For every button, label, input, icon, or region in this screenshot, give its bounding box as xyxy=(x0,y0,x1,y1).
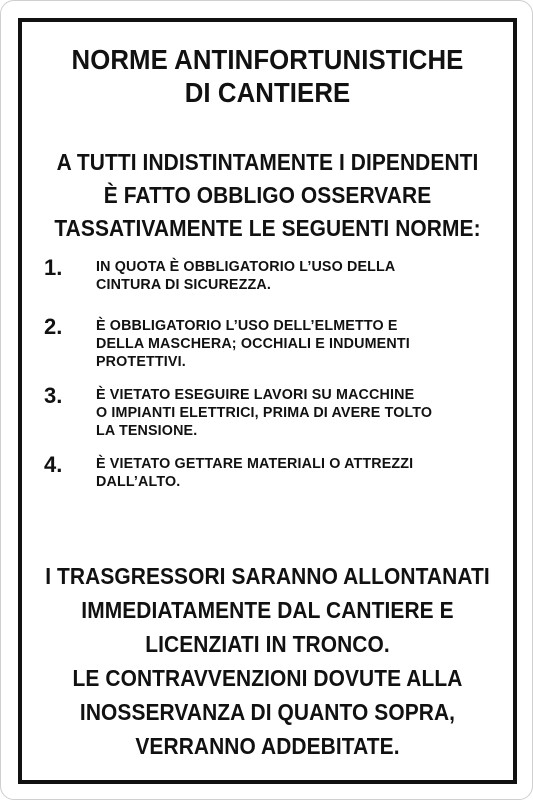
sign-frame xyxy=(18,18,517,784)
rule-item-2 xyxy=(44,314,493,371)
rule-number: 4. xyxy=(44,452,63,477)
sign-title: NORME ANTINFORTUNISTICHE DI CANTIERE xyxy=(71,44,464,108)
rule-text: È OBBLIGATORIO L’USO DELL’ELMETTO E DELLA MASCHERA; OCCHIALI E INDUMENTI PROTETTIVI. xyxy=(96,318,410,370)
rule-text: È VIETATO ESEGUIRE LAVORI SU MACCHINE O IMPIANTI ELETTRICI, PRIMA DI AVERE TOLTO LA TENSIONE. xyxy=(96,387,433,439)
rule-number: 1. xyxy=(44,255,63,280)
sign-intro: A TUTTI INDISTINTAMENTE I DIPENDENTI È FATTO OBBLIGO OSSERVARE TASSATIVAMENTE LE SEGUENTI NORME: xyxy=(54,149,481,241)
rule-item-3 xyxy=(44,383,493,440)
sign-footer: I TRASGRESSORI SARANNO ALLONTANATI IMMEDIATAMENTE DAL CANTIERE E LICENZIATI IN TRONCO. LE CONTRAVVENZIONI DOVUTE ALLA INOSSERVANZA DI QUANTO SOPRA, VERRANNO ADDEBITATE. xyxy=(45,563,490,759)
rule-text: IN QUOTA È OBBLIGATORIO L’USO DELLA CINTURA DI SICUREZZA. xyxy=(96,259,396,293)
rule-list xyxy=(44,255,493,514)
rule-number: 3. xyxy=(44,383,63,408)
rule-text: È VIETATO GETTARE MATERIALI O ATTREZZI DALL’ALTO. xyxy=(96,456,414,490)
rule-item-1 xyxy=(44,255,493,302)
rule-number: 2. xyxy=(44,314,63,339)
rule-item-4 xyxy=(44,452,493,499)
